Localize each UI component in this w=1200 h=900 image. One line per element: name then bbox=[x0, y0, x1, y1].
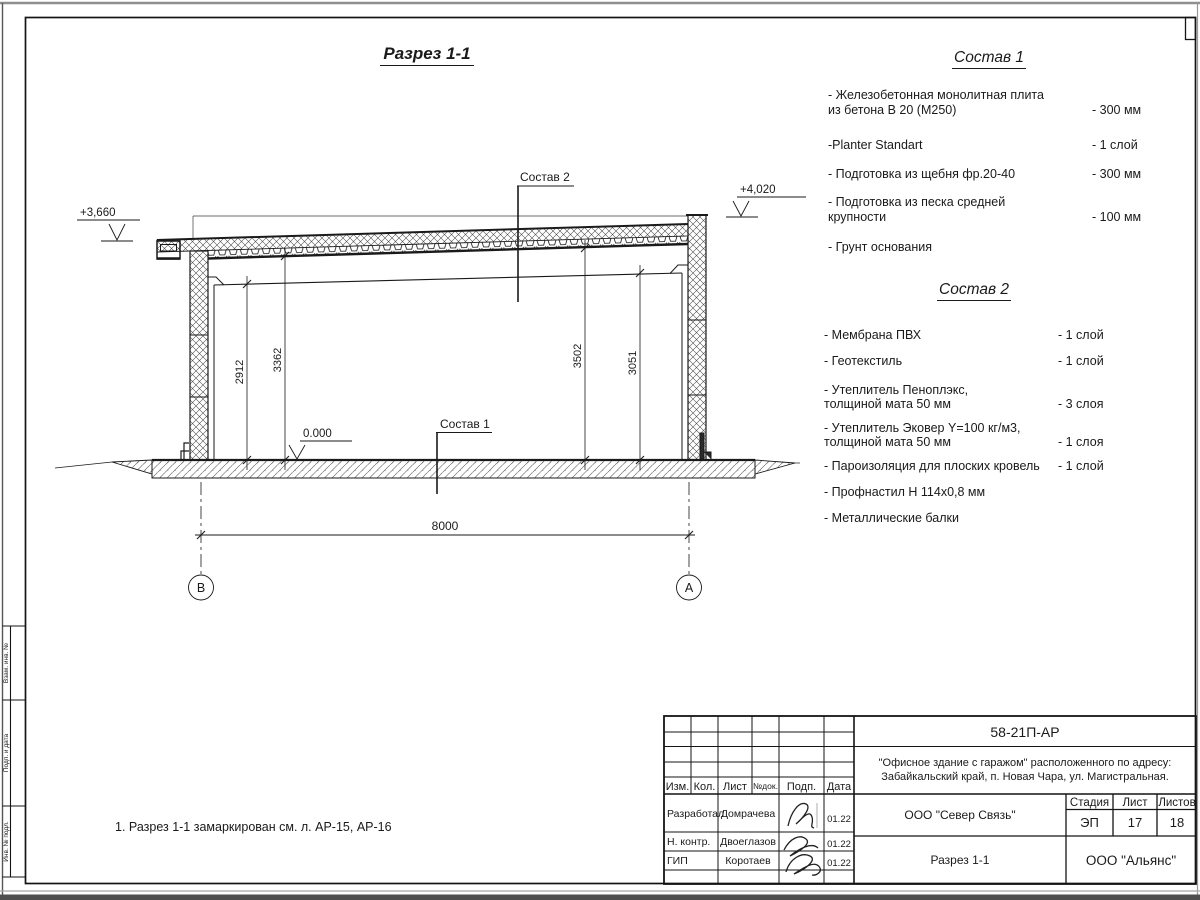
dim-2912 bbox=[234, 276, 251, 470]
list-item: - Утеплитель Пеноплэкс, толщиной мата 50 мм - 3 слоя bbox=[824, 383, 1104, 411]
list-item: -Planter Standart - 1 слой bbox=[828, 138, 1138, 152]
signature-domracheva bbox=[788, 804, 814, 828]
list-item: - Железобетонная монолитная плита из бетона В 20 (М250) - 300 мм bbox=[828, 88, 1142, 117]
list-item: - Пароизоляция для плоских кровель - 1 слой bbox=[824, 459, 1104, 473]
dim-3502 bbox=[572, 240, 589, 470]
axis-letter-left: В bbox=[196, 581, 206, 595]
title-block bbox=[664, 716, 1196, 884]
titleblock-sign-rows bbox=[667, 808, 851, 869]
list-item: - Грунт основания bbox=[828, 240, 933, 254]
role-nkontr: Н. контр. bbox=[667, 836, 711, 848]
date-nkontr: 01.22 bbox=[827, 839, 851, 850]
svg-text:3502: 3502 bbox=[572, 343, 584, 369]
dim-3362 bbox=[272, 248, 289, 470]
label-sostav1: Состав 1 bbox=[440, 417, 490, 431]
drawing-name: Разрез 1-1 bbox=[930, 853, 990, 867]
dim-3051 bbox=[627, 265, 644, 470]
roof-assembly bbox=[157, 224, 688, 259]
date-razrabotal: 01.22 bbox=[827, 814, 851, 825]
company-name: ООО "Альянс" bbox=[1085, 853, 1177, 868]
col-ndoc: №док. bbox=[753, 781, 778, 791]
name-dvoeglazov: Двоеглазов bbox=[720, 836, 776, 848]
name-korotaev: Коротаев bbox=[725, 855, 771, 867]
floor-slab bbox=[55, 460, 800, 478]
list-item: - Подготовка из песка средней крупности - 100 мм bbox=[828, 195, 1142, 224]
list-item: - Утеплитель Эковер Y=100 кг/м3, толщиной мата 50 мм - 1 слоя bbox=[824, 421, 1104, 449]
list-item: - Металлические балки bbox=[824, 511, 959, 525]
level-zero-value: 0.000 bbox=[303, 428, 332, 440]
project-line2: Забайкальский край, п. Новая Чара, ул. Магистральная. bbox=[881, 771, 1169, 783]
name-domracheva: Домрачева bbox=[720, 808, 776, 820]
col-podp: Подп. bbox=[786, 781, 817, 793]
org-name: ООО "Север Связь" bbox=[904, 808, 1016, 822]
role-razrabotal: Разработал bbox=[667, 808, 725, 820]
col-list: Лист bbox=[723, 781, 747, 793]
margin-label-podp: Подп. и дата bbox=[3, 733, 10, 773]
list-item: - Мембрана ПВХ - 1 слой bbox=[824, 328, 1104, 342]
sheets-label: Листов bbox=[1158, 797, 1196, 809]
slab-toe-right bbox=[755, 460, 795, 474]
sheets-value: 18 bbox=[1169, 815, 1185, 830]
sheet-note: 1. Разрез 1-1 замаркирован см. л. АР-15, АР-16 bbox=[115, 820, 392, 834]
scan-edge-band bbox=[0, 895, 1200, 900]
section-title: Разрез 1-1 bbox=[352, 44, 502, 64]
slab-toe-left bbox=[112, 460, 152, 474]
project-line1: "Офисное здание с гаражом" расположенного по адресу: bbox=[878, 757, 1172, 769]
margin-label-inv: Инв. № подл. bbox=[3, 821, 10, 862]
stage-value: ЭП bbox=[1080, 815, 1099, 830]
elev-left-value: +3,660 bbox=[80, 207, 116, 219]
section-drawing bbox=[55, 170, 806, 600]
role-gip: ГИП bbox=[667, 855, 688, 867]
list-item: - Подготовка из щебня фр.20-40 - 300 мм bbox=[828, 167, 1142, 181]
list2-title: Состав 2 bbox=[824, 282, 1124, 297]
svg-text:3362: 3362 bbox=[272, 347, 284, 373]
composition-list-1 bbox=[828, 50, 1150, 271]
list-item: - Геотекстиль - 1 слой bbox=[824, 354, 1104, 368]
list-item: - Профнастил Н 114х0,8 мм bbox=[824, 485, 986, 499]
left-wall bbox=[181, 251, 208, 460]
svg-text:2912: 2912 bbox=[234, 359, 246, 385]
corner-stamp-box bbox=[1186, 18, 1196, 40]
margin-label-vzam: Взам. инв. № bbox=[3, 642, 10, 684]
composition-list-2 bbox=[824, 282, 1124, 537]
titleblock-right bbox=[879, 724, 1196, 868]
left-margin-labels bbox=[3, 643, 10, 862]
right-wall bbox=[686, 215, 711, 460]
elev-right-value: +4,020 bbox=[740, 184, 776, 196]
svg-text:3051: 3051 bbox=[627, 350, 639, 376]
col-izm: Изм. bbox=[665, 781, 690, 793]
axis-letter-right: А bbox=[684, 581, 694, 595]
sheet-value: 17 bbox=[1127, 815, 1143, 830]
label-sostav1-leader bbox=[436, 417, 492, 494]
doc-code: 58-21П-АР bbox=[990, 724, 1060, 740]
col-data: Дата bbox=[826, 781, 852, 793]
signature-korotaev bbox=[784, 837, 820, 875]
span-dimension bbox=[195, 482, 695, 574]
level-zero-marker bbox=[289, 428, 352, 459]
stage-label: Стадия bbox=[1069, 797, 1110, 809]
dim-8000: 8000 bbox=[431, 519, 459, 533]
signatures bbox=[784, 803, 820, 875]
left-base-detail bbox=[181, 443, 189, 459]
vertical-dimensions bbox=[234, 240, 644, 470]
elevation-marker-right bbox=[726, 184, 806, 217]
grid-axes bbox=[189, 575, 702, 600]
col-kol: Кол. bbox=[693, 781, 716, 793]
date-gip: 01.22 bbox=[827, 858, 851, 869]
elevation-marker-left bbox=[77, 207, 140, 241]
label-sostav2: Состав 2 bbox=[520, 170, 570, 184]
sheet-label: Лист bbox=[1122, 797, 1148, 809]
list1-title: Состав 1 bbox=[828, 50, 1150, 65]
